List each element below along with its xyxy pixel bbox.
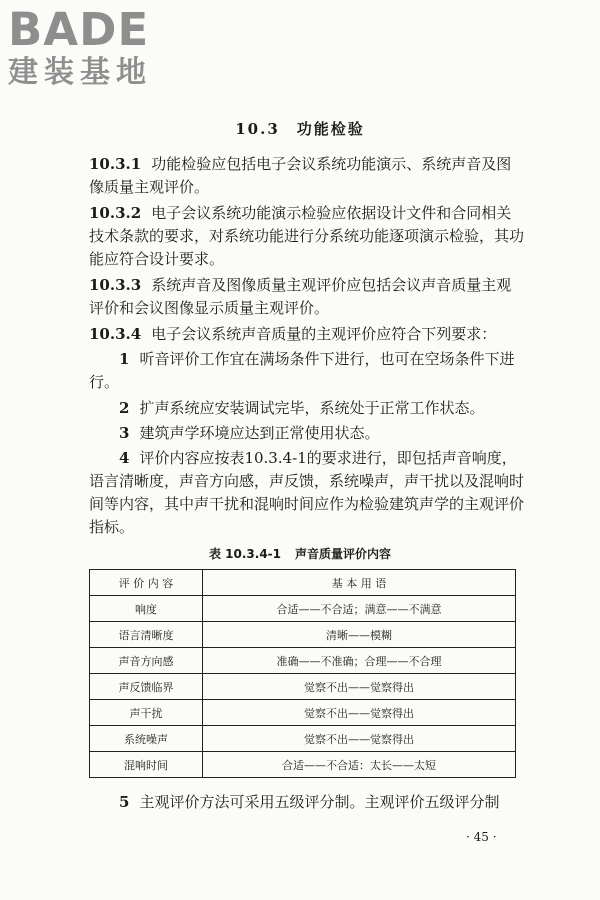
section-title: 10.3 功能检验 bbox=[235, 120, 365, 138]
clause-text: 系统声音及图像质量主观评价应包括会议声音质量主观评价和会议图像显示质量主观评价。 bbox=[89, 276, 512, 317]
item-4 bbox=[89, 447, 524, 539]
clause-text: 功能检验应包括电子会议系统功能演示、系统声音及图像质量主观评价。 bbox=[89, 155, 512, 196]
table-cell: 声反馈临界 bbox=[90, 674, 203, 700]
table-caption-title: 声音质量评价内容 bbox=[295, 547, 392, 561]
item-2 bbox=[89, 397, 524, 420]
item-number: 4 bbox=[119, 449, 130, 467]
clause-text: 电子会议系统功能演示检验应依据设计文件和合同相关技术条款的要求，对系统功能进行分系统功能逐项演示检验，其功能应符合设计要求。 bbox=[89, 204, 525, 268]
item-3 bbox=[89, 422, 524, 445]
bade-logo bbox=[8, 3, 178, 90]
clause-number: 10.3.4 bbox=[89, 325, 142, 343]
page-number: · 45 · bbox=[466, 830, 497, 844]
table-header-cell: 评 价 内 容 bbox=[90, 570, 203, 596]
table-cell: 清晰——模糊 bbox=[203, 622, 516, 648]
table-cell: 觉察不出——觉察得出 bbox=[203, 674, 516, 700]
table-caption-number: 表 10.3.4-1 bbox=[208, 547, 281, 561]
clause-number: 10.3.2 bbox=[89, 204, 142, 222]
table-row bbox=[90, 752, 516, 778]
item-text: 扩声系统应安装调试完毕，系统处于正常工作状态。 bbox=[139, 399, 485, 417]
logo-wordmark: BADE bbox=[8, 3, 150, 56]
table-cell: 准确——不准确；合理——不合理 bbox=[203, 648, 516, 674]
table-row bbox=[90, 596, 516, 622]
clause-number: 10.3.3 bbox=[89, 276, 142, 294]
item-5 bbox=[89, 791, 524, 814]
clause-10-3-3 bbox=[89, 274, 524, 320]
item-number: 3 bbox=[119, 424, 130, 442]
item-number: 2 bbox=[119, 399, 130, 417]
table-row bbox=[90, 726, 516, 752]
table-cell: 系统噪声 bbox=[90, 726, 203, 752]
table-cell: 声音方向感 bbox=[90, 648, 203, 674]
table-caption bbox=[0, 545, 600, 562]
table-cell: 混响时间 bbox=[90, 752, 203, 778]
table-header-row bbox=[90, 570, 516, 596]
item-text: 建筑声学环境应达到正常使用状态。 bbox=[139, 424, 380, 442]
clause-10-3-4 bbox=[89, 323, 524, 346]
table-cell: 觉察不出——觉察得出 bbox=[203, 700, 516, 726]
table-row bbox=[90, 622, 516, 648]
item-text: 主观评价方法可采用五级评分制。主观评价五级评分制 bbox=[139, 793, 500, 811]
table-header-cell: 基 本 用 语 bbox=[203, 570, 516, 596]
item-text: 听音评价工作宜在满场条件下进行，也可在空场条件下进行。 bbox=[89, 350, 515, 391]
logo-subtitle: 建装基地 bbox=[8, 55, 152, 90]
clause-text: 电子会议系统声音质量的主观评价应符合下列要求： bbox=[151, 325, 497, 343]
clause-10-3-1 bbox=[89, 153, 524, 199]
table-cell: 语言清晰度 bbox=[90, 622, 203, 648]
table-row bbox=[90, 674, 516, 700]
item-1 bbox=[89, 348, 524, 394]
item-number: 5 bbox=[119, 793, 130, 811]
clause-number: 10.3.1 bbox=[89, 155, 142, 173]
table-cell: 觉察不出——觉察得出 bbox=[203, 726, 516, 752]
item-number: 1 bbox=[119, 350, 130, 368]
table-row bbox=[90, 648, 516, 674]
table-cell: 声干扰 bbox=[90, 700, 203, 726]
table-cell: 响度 bbox=[90, 596, 203, 622]
table-cell: 合适——不合适：太长——太短 bbox=[203, 752, 516, 778]
table-row bbox=[90, 700, 516, 726]
item-text: 评价内容应按表10.3.4-1的要求进行，即包括声音响度，语言清晰度，声音方向感，声反馈，系统噪声，声干扰以及混响时间等内容，其中声干扰和混响时间应作为检验建筑声学的主观评价指标。 bbox=[89, 449, 525, 536]
table-cell: 合适——不合适；满意——不满意 bbox=[203, 596, 516, 622]
sound-quality-table bbox=[89, 569, 516, 778]
clause-10-3-2 bbox=[89, 202, 524, 271]
